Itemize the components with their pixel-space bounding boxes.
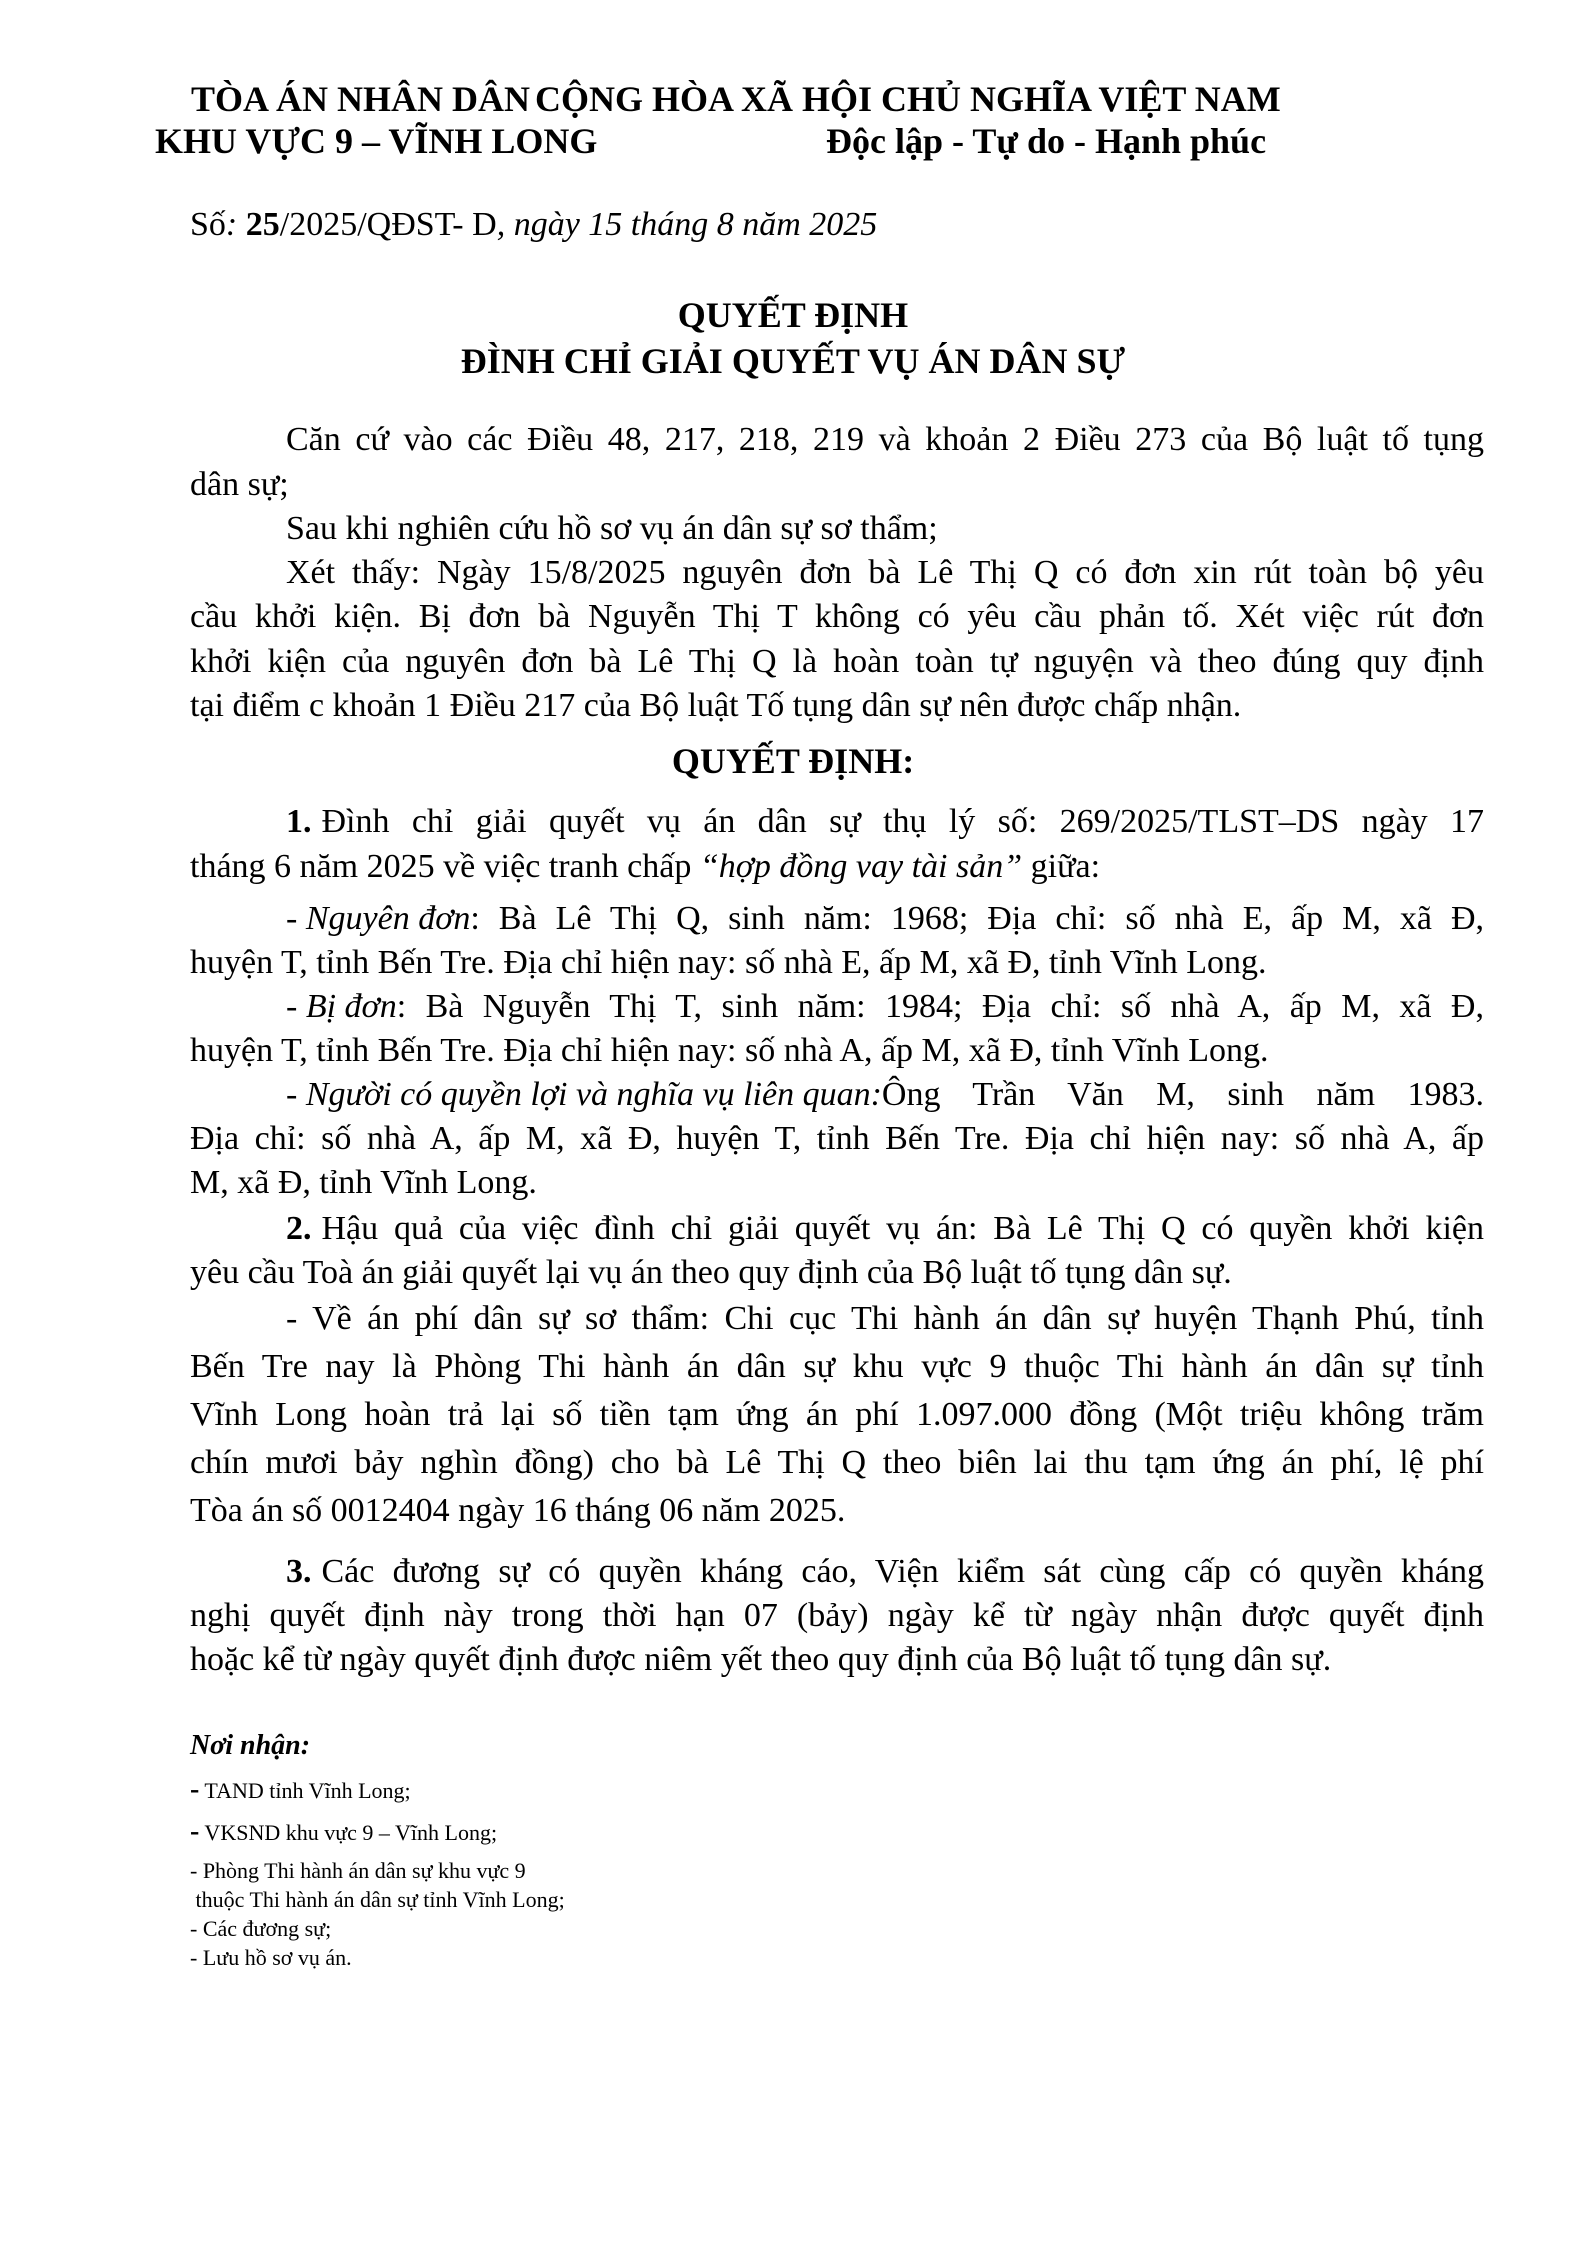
defendant-line1 (286, 990, 1484, 1024)
item1-line2-end: giữa: (1022, 848, 1101, 885)
related-party-line1 (286, 1078, 1484, 1112)
legal-basis-line2: dân sự; (190, 466, 289, 503)
related-party-line3: M, xã Đ, tỉnh Vĩnh Long. (190, 1164, 537, 1201)
plaintiff-dash: - (286, 900, 306, 937)
document-number: 25 (245, 206, 280, 243)
recipient-dash: - (190, 1816, 200, 1847)
related-dash: - (286, 1076, 306, 1113)
recipient-item: - Các đương sự; (190, 1916, 332, 1941)
court-fee-line1: - Về án phí dân sự sơ thẩm: Chi cục Thi hành án dân sự huyện Thạnh Phú, tỉnh (286, 1300, 1484, 1337)
item2-line2: yêu cầu Toà án giải quyết lại vụ án theo quy định của Bộ luật tố tụng dân sự. (190, 1254, 1232, 1291)
consideration-line2: cầu khởi kiện. Bị đơn bà Nguyễn Thị T không có yêu cầu phản tố. Xét việc rút đơn (190, 598, 1484, 635)
consideration-line4: tại điểm c khoản 1 Điều 217 của Bộ luật Tố tụng dân sự nên được chấp nhận. (190, 687, 1242, 724)
national-motto: Độc lập - Tự do - Hạnh phúc (826, 121, 1267, 161)
related-party-details: Ông Trần Văn M, sinh năm 1983. (881, 1076, 1484, 1113)
document-number-line (190, 208, 877, 242)
item2-text: Hậu quả của việc đình chỉ giải quyết vụ án: Bà Lê Thị Q có quyền khởi kiện (321, 1210, 1484, 1247)
court-name-line1: TÒA ÁN NHÂN DÂN (191, 79, 531, 119)
recipient-text: TAND tỉnh Vĩnh Long; (199, 1778, 411, 1803)
legal-basis-line1: Căn cứ vào các Điều 48, 217, 218, 219 và khoản 2 Điều 273 của Bộ luật tố tụng (286, 421, 1484, 458)
item3-line3: hoặc kể từ ngày quyết định được niêm yết theo quy định của Bộ luật tố tụng dân sự. (190, 1641, 1332, 1678)
consideration-line1: Xét thấy: Ngày 15/8/2025 nguyên đơn bà Lê Thị Q có đơn xin rút toàn bộ yêu (286, 554, 1484, 591)
plaintiff-label: Nguyên đơn (305, 900, 471, 937)
related-party-label: Người có quyền lợi và nghĩa vụ liên quan: (305, 1076, 882, 1113)
item1-line1 (286, 805, 1484, 839)
defendant-details: : Bà Nguyễn Thị T, sinh năm: 1984; Địa chỉ: số nhà A, ấp M, xã Đ, (396, 988, 1484, 1025)
item2-line1 (286, 1212, 1484, 1246)
decision-heading: QUYẾT ĐỊNH: (671, 741, 915, 781)
court-fee-line2: Bến Tre nay là Phòng Thi hành án dân sự khu vực 9 thuộc Thi hành án dân sự tỉnh (190, 1348, 1484, 1385)
item2-number: 2. (286, 1210, 312, 1247)
recipient-dash: - (190, 1774, 200, 1805)
related-party-line2: Địa chỉ: số nhà A, ấp M, xã Đ, huyện T, tỉnh Bến Tre. Địa chỉ hiện nay: số nhà A, ấp (190, 1120, 1484, 1157)
item3-line2: nghị quyết định này trong thời hạn 07 (bảy) ngày kể từ ngày nhận được quyết định (190, 1597, 1484, 1634)
recipient-text: VKSND khu vực 9 – Vĩnh Long; (199, 1820, 498, 1845)
recipient-item-continued: thuộc Thi hành án dân sự tỉnh Vĩnh Long; (190, 1887, 565, 1912)
number-suffix: /2025/QĐST- D (279, 206, 497, 243)
decision-title: QUYẾT ĐỊNH (677, 295, 909, 335)
item3-number: 3. (286, 1553, 312, 1590)
national-title: CỘNG HÒA XÃ HỘI CHỦ NGHĨA VIỆT NAM (535, 79, 1281, 119)
defendant-dash: - (286, 988, 306, 1025)
court-name-line2: KHU VỰC 9 – VĨNH LONG (155, 121, 598, 161)
plaintiff-details: : Bà Lê Thị Q, sinh năm: 1968; Địa chỉ: số nhà E, ấp M, xã Đ, (470, 900, 1484, 937)
recipients-title: Nơi nhận: (190, 1730, 311, 1761)
decision-subtitle: ĐÌNH CHỈ GIẢI QUYẾT VỤ ÁN DÂN SỰ (460, 341, 1126, 381)
recipient-item: - Phòng Thi hành án dân sự khu vực 9 (190, 1858, 526, 1883)
item1-number: 1. (286, 803, 312, 840)
plaintiff-line2: huyện T, tỉnh Bến Tre. Địa chỉ hiện nay: số nhà E, ấp M, xã Đ, tỉnh Vĩnh Long. (190, 944, 1267, 981)
defendant-label: Bị đơn (305, 988, 397, 1025)
recipient-item: - Lưu hồ sơ vụ án. (190, 1945, 352, 1970)
defendant-line2: huyện T, tỉnh Bến Tre. Địa chỉ hiện nay: số nhà A, ấp M, xã Đ, tỉnh Vĩnh Long. (190, 1032, 1269, 1069)
document-date: , ngày 15 tháng 8 năm 2025 (496, 206, 878, 243)
review-statement: Sau khi nghiên cứu hồ sơ vụ án dân sự sơ thẩm; (286, 510, 938, 547)
item1-line2-text: tháng 6 năm 2025 về việc tranh chấp (190, 848, 700, 885)
recipient-item (190, 1816, 497, 1848)
number-prefix: Số (190, 206, 226, 243)
court-fee-line5: Tòa án số 0012404 ngày 16 tháng 06 năm 2025. (190, 1492, 846, 1529)
consideration-line3: khởi kiện của nguyên đơn bà Lê Thị Q là hoàn toàn tự nguyện và theo đúng quy định (190, 643, 1484, 680)
court-fee-line3: Vĩnh Long hoàn trả lại số tiền tạm ứng án phí 1.097.000 đồng (Một triệu không trăm (190, 1396, 1484, 1433)
dispute-type: “hợp đồng vay tài sản” (699, 848, 1023, 885)
court-fee-line4: chín mươi bảy nghìn đồng) cho bà Lê Thị Q theo biên lai thu tạm ứng án phí, lệ phí (190, 1444, 1484, 1481)
item1-text: Đình chỉ giải quyết vụ án dân sự thụ lý số: 269/2025/TLST–DS ngày 17 (321, 803, 1484, 840)
item3-line1 (286, 1555, 1484, 1589)
number-colon: : (225, 206, 238, 243)
plaintiff-line1 (286, 902, 1484, 936)
item3-text: Các đương sự có quyền kháng cáo, Viện kiểm sát cùng cấp có quyền kháng (321, 1553, 1484, 1590)
recipient-item (190, 1774, 411, 1806)
item1-line2 (190, 850, 1100, 884)
